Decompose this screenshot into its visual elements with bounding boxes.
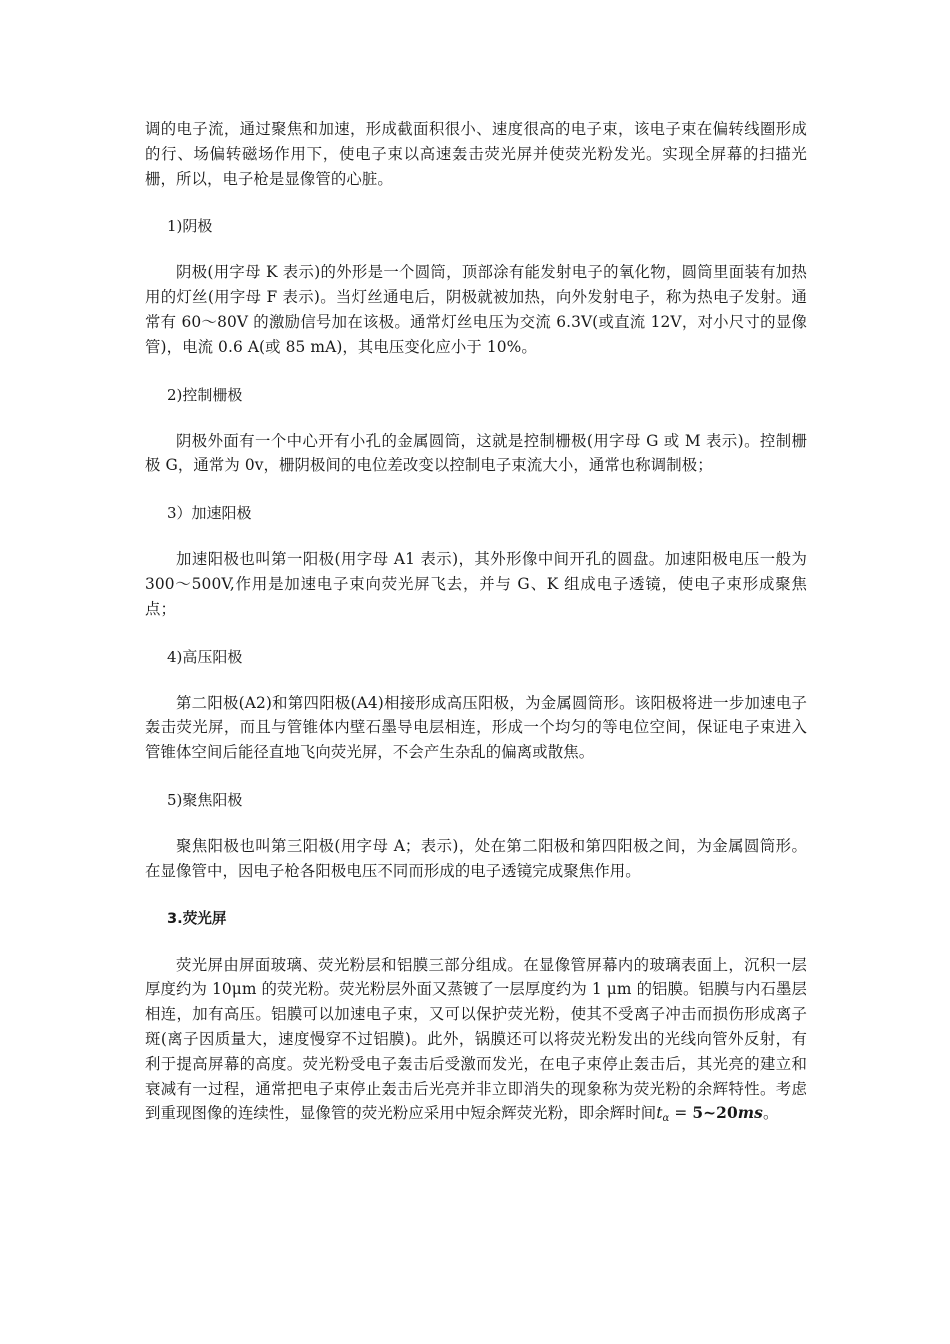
formula-equals: = <box>669 1104 693 1123</box>
section-body-phosphor-screen <box>145 953 807 1133</box>
section-body-focusing-anode: 聚焦阳极也叫第三阳极(用字母 A；表示)，处在第二阳极和第四阳极之间，为金属圆筒形。在显像管中，因电子枪各阳极电压不同而形成的电子透镜完成聚焦作用。 <box>145 836 807 880</box>
section-body-control-grid: 阴极外面有一个中心开有小孔的金属圆筒，这就是控制栅极(用字母 G 或 M 表示)。控制栅极 G，通常为 0v，栅阴极间的电位差改变以控制电子束流大小，通常也称调制极； <box>145 431 807 475</box>
afterglow-formula <box>656 1104 763 1125</box>
section-heading-phosphor-screen: 3.荧光屏 <box>167 909 227 927</box>
section-body-cathode: 阴极(用字母 K 表示)的外形是一个圆筒，顶部涂有能发射电子的氧化物，圆筒里面装有加热用的灯丝(用字母 F 表示)。当灯丝通电后，阴极就被加热，向外发射电子，称为热电子发射。通常有 60～80V 的激励信号加在该极。通常灯丝电压为交流 6.3V(或直流 12V，对小尺寸的显像管)，电流 0.6 A(或 85 mA)，其电压变化应小于 10%。 <box>145 263 807 356</box>
section-heading-high-voltage-anode: 4)高压阳极 <box>167 647 243 666</box>
document-page <box>145 117 807 1132</box>
section-body-accelerating-anode: 加速阳极也叫第一阳极(用字母 A1 表示)，其外形像中间开孔的圆盘。加速阳极电压一般为 300～500V,作用是加速电子束向荧光屏飞去，并与 G、K 组成电子透镜，使电子束形成聚焦点； <box>145 550 807 618</box>
section-heading-focusing-anode: 5)聚焦阳极 <box>167 790 243 809</box>
section-heading-control-grid: 2)控制栅极 <box>167 385 243 404</box>
formula-variable: t <box>656 1104 663 1123</box>
section-heading-accelerating-anode: 3）加速阳极 <box>167 504 252 523</box>
intro-paragraph: 调的电子流，通过聚焦和加速，形成截面积很小、速度很高的电子束，该电子束在偏转线圈形成的行、场偏转磁场作用下，使电子束以高速轰击荧光屏并使荧光粉发光。实现全屏幕的扫描光栅，所以，电子枪是显像管的心脏。 <box>145 120 807 188</box>
formula-end: 。 <box>762 1104 779 1123</box>
formula-value: 5~20 <box>692 1104 738 1123</box>
formula-unit: ms <box>737 1104 763 1123</box>
section-heading-cathode: 1)阴极 <box>167 217 213 236</box>
section-body-high-voltage-anode: 第二阳极(A2)和第四阳极(A4)相接形成高压阳极，为金属圆筒形。该阳极将进一步加速电子轰击荧光屏，而且与管锥体内壁石墨导电层相连，形成一个均匀的等电位空间，保证电子束进入管锥体空间后能径直地飞向荧光屏，不会产生杂乱的偏离或散焦。 <box>145 693 807 762</box>
formula-subscript: α <box>662 1113 670 1125</box>
phosphor-screen-text: 荧光屏由屏面玻璃、荧光粉层和铝膜三部分组成。在显像管屏幕内的玻璃表面上，沉积一层厚度约为 10μm 的荧光粉。荧光粉层外面又蒸镀了一层厚度约为 1 μm 的铝膜。铝膜与内石墨层相连，加有高压。铝膜可以加速电子束，又可以保护荧光粉，使其不受离子冲击而损伤形成离子斑(离子因质量大，速度慢穿不过铝膜)。此外，锅膜还可以将荧光粉发出的光线向管外反射，有利于提高屏幕的高度。荧光粉受电子轰击后受激而发光，在电子束停止轰击后，其光亮的建立和衰减有一过程，通常把电子束停止轰击后光亮并非立即消失的现象称为荧光粉的余辉特性。考虑到重现图像的连续性，显像管的荧光粉应采用中短余辉荧光粉，即余辉时间 <box>145 955 807 1123</box>
